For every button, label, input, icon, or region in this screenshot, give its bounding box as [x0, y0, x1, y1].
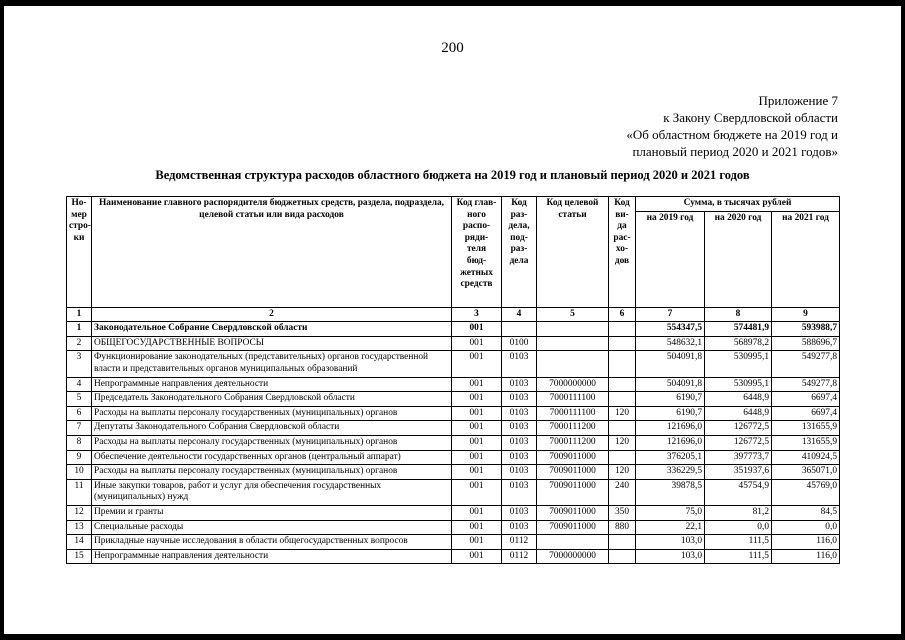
header-target-code: Код целевой статьи	[537, 197, 609, 308]
row-number: 2	[67, 336, 92, 351]
row-type-code	[609, 377, 636, 392]
row-amount-2019: 22,1	[636, 520, 705, 535]
row-section-code: 0112	[502, 549, 537, 564]
row-number: 12	[67, 505, 92, 520]
table-row	[67, 505, 840, 520]
row-type-code	[609, 535, 636, 550]
row-admin-code: 001	[452, 421, 502, 436]
header-admin-code: Код глав- ного распо- ряди- теля бюд- жетных средств	[452, 197, 502, 308]
row-amount-2020: 6448,9	[705, 406, 772, 421]
table-row	[67, 549, 840, 564]
column-number-row	[67, 307, 840, 322]
row-name: ОБЩЕГОСУДАРСТВЕННЫЕ ВОПРОСЫ	[92, 336, 452, 351]
row-admin-code: 001	[452, 549, 502, 564]
row-amount-2020: 530995,1	[705, 351, 772, 377]
row-type-code: 880	[609, 520, 636, 535]
appendix-line-1: Приложение 7	[758, 93, 838, 108]
row-number: 5	[67, 392, 92, 407]
row-amount-2020: 45754,9	[705, 479, 772, 505]
row-name: Непрограммные направления деятельности	[92, 377, 452, 392]
row-name: Расходы на выплаты персоналу государственных (муниципальных) органов	[92, 435, 452, 450]
row-target-code: 7000111200	[537, 421, 609, 436]
table-row	[67, 435, 840, 450]
row-amount-2019: 554347,5	[636, 322, 705, 337]
row-section-code: 0103	[502, 435, 537, 450]
row-section-code: 0100	[502, 336, 537, 351]
row-target-code: 7000111200	[537, 435, 609, 450]
row-number: 3	[67, 351, 92, 377]
row-target-code: 7009011000	[537, 450, 609, 465]
column-number: 6	[609, 307, 636, 322]
row-section-code: 0103	[502, 505, 537, 520]
table-row	[67, 421, 840, 436]
row-target-code: 7009011000	[537, 465, 609, 480]
table-row	[67, 336, 840, 351]
column-number: 2	[92, 307, 452, 322]
row-admin-code: 001	[452, 479, 502, 505]
row-amount-2021: 588696,7	[772, 336, 840, 351]
header-name: Наименование главного распорядителя бюджетных средств, раздела, подраздела, целевой статьи или вида расходов	[92, 197, 452, 308]
table-row	[67, 406, 840, 421]
row-amount-2021: 131655,9	[772, 421, 840, 436]
row-name: Расходы на выплаты персоналу государственных (муниципальных) органов	[92, 465, 452, 480]
row-number: 9	[67, 450, 92, 465]
row-name: Обеспечение деятельности государственных органов (центральный аппарат)	[92, 450, 452, 465]
row-section-code: 0103	[502, 377, 537, 392]
row-admin-code: 001	[452, 392, 502, 407]
row-type-code: 120	[609, 465, 636, 480]
column-number: 9	[772, 307, 840, 322]
row-section-code: 0103	[502, 520, 537, 535]
appendix-line-4: плановый период 2020 и 2021 годов»	[632, 144, 838, 159]
row-amount-2019: 75,0	[636, 505, 705, 520]
row-amount-2020: 397773,7	[705, 450, 772, 465]
row-amount-2019: 504091,8	[636, 377, 705, 392]
row-amount-2019: 548632,1	[636, 336, 705, 351]
row-name: Непрограммные направления деятельности	[92, 549, 452, 564]
row-section-code: 0103	[502, 465, 537, 480]
row-number: 14	[67, 535, 92, 550]
row-amount-2020: 351937,6	[705, 465, 772, 480]
row-amount-2020: 6448,9	[705, 392, 772, 407]
row-type-code: 120	[609, 435, 636, 450]
row-amount-2021: 116,0	[772, 549, 840, 564]
row-admin-code: 001	[452, 406, 502, 421]
row-amount-2019: 504091,8	[636, 351, 705, 377]
row-number: 11	[67, 479, 92, 505]
row-type-code	[609, 322, 636, 337]
row-amount-2021: 131655,9	[772, 435, 840, 450]
column-number: 7	[636, 307, 705, 322]
scan-border-left	[0, 0, 4, 640]
page-number: 200	[441, 40, 464, 56]
table-row	[67, 465, 840, 480]
row-target-code: 7000111100	[537, 406, 609, 421]
row-name: Депутаты Законодательного Собрания Свердловской области	[92, 421, 452, 436]
row-amount-2019: 336229,5	[636, 465, 705, 480]
row-name: Функционирование законодательных (представительных) органов государственной власти и представительных органов муниципальных образований	[92, 351, 452, 377]
header-row-1	[67, 197, 840, 212]
header-2019: на 2019 год	[636, 211, 705, 307]
row-number: 1	[67, 322, 92, 337]
row-amount-2019: 6190,7	[636, 406, 705, 421]
row-name: Председатель Законодательного Собрания Свердловской области	[92, 392, 452, 407]
table-row	[67, 351, 840, 377]
appendix-note	[626, 92, 838, 160]
row-amount-2021: 6697,4	[772, 406, 840, 421]
row-type-code	[609, 392, 636, 407]
row-type-code: 240	[609, 479, 636, 505]
row-admin-code: 001	[452, 322, 502, 337]
table-row	[67, 450, 840, 465]
row-target-code: 7000000000	[537, 377, 609, 392]
row-name: Премии и гранты	[92, 505, 452, 520]
row-amount-2021: 45769,0	[772, 479, 840, 505]
row-admin-code: 001	[452, 351, 502, 377]
row-admin-code: 001	[452, 535, 502, 550]
row-target-code	[537, 535, 609, 550]
column-number: 8	[705, 307, 772, 322]
row-admin-code: 001	[452, 336, 502, 351]
row-amount-2019: 121696,0	[636, 435, 705, 450]
row-name: Прикладные научные исследования в области общегосударственных вопросов	[92, 535, 452, 550]
row-number: 4	[67, 377, 92, 392]
budget-table-body	[67, 322, 840, 564]
row-section-code: 0103	[502, 406, 537, 421]
row-name: Расходы на выплаты персоналу государственных (муниципальных) органов	[92, 406, 452, 421]
row-amount-2020: 126772,5	[705, 435, 772, 450]
table-row	[67, 479, 840, 505]
row-section-code: 0103	[502, 392, 537, 407]
row-section-code: 0103	[502, 479, 537, 505]
row-name: Законодательное Собрание Свердловской области	[92, 322, 452, 337]
row-amount-2021: 549277,8	[772, 377, 840, 392]
row-amount-2020: 0,0	[705, 520, 772, 535]
row-amount-2021: 549277,8	[772, 351, 840, 377]
row-name: Иные закупки товаров, работ и услуг для обеспечения государственных (муниципальных) нужд	[92, 479, 452, 505]
row-amount-2020: 568978,2	[705, 336, 772, 351]
header-sum-group: Сумма, в тысячах рублей	[636, 197, 840, 212]
document-title: Ведомственная структура расходов областного бюджета на 2019 год и плановый период 2020 и 2021 годов	[155, 168, 750, 182]
row-target-code: 7000000000	[537, 549, 609, 564]
header-2021: на 2021 год	[772, 211, 840, 307]
row-amount-2021: 410924,5	[772, 450, 840, 465]
row-amount-2020: 81,2	[705, 505, 772, 520]
row-amount-2019: 6190,7	[636, 392, 705, 407]
row-section-code: 0112	[502, 535, 537, 550]
row-amount-2020: 574481,9	[705, 322, 772, 337]
table-row	[67, 322, 840, 337]
table-row	[67, 392, 840, 407]
row-amount-2020: 111,5	[705, 535, 772, 550]
row-number: 13	[67, 520, 92, 535]
row-number: 15	[67, 549, 92, 564]
row-type-code	[609, 421, 636, 436]
row-amount-2021: 0,0	[772, 520, 840, 535]
row-amount-2021: 593988,7	[772, 322, 840, 337]
row-target-code	[537, 322, 609, 337]
row-number: 7	[67, 421, 92, 436]
row-admin-code: 001	[452, 435, 502, 450]
row-target-code: 7009011000	[537, 520, 609, 535]
table-row	[67, 377, 840, 392]
row-type-code: 350	[609, 505, 636, 520]
table-row	[67, 520, 840, 535]
column-number: 4	[502, 307, 537, 322]
row-admin-code: 001	[452, 505, 502, 520]
column-number: 5	[537, 307, 609, 322]
row-type-code	[609, 549, 636, 564]
row-amount-2019: 103,0	[636, 535, 705, 550]
row-target-code: 7009011000	[537, 505, 609, 520]
appendix-line-2: к Закону Свердловской области	[663, 110, 838, 125]
row-admin-code: 001	[452, 520, 502, 535]
row-section-code: 0103	[502, 450, 537, 465]
row-amount-2020: 111,5	[705, 549, 772, 564]
row-number: 10	[67, 465, 92, 480]
row-number: 8	[67, 435, 92, 450]
scan-border-right	[901, 0, 905, 640]
row-amount-2019: 39878,5	[636, 479, 705, 505]
header-section-code: Код раз- дела, под- раз- дела	[502, 197, 537, 308]
row-type-code	[609, 351, 636, 377]
row-type-code	[609, 450, 636, 465]
row-amount-2021: 116,0	[772, 535, 840, 550]
row-admin-code: 001	[452, 450, 502, 465]
column-number: 1	[67, 307, 92, 322]
row-target-code: 7000111100	[537, 392, 609, 407]
row-admin-code: 001	[452, 377, 502, 392]
row-target-code: 7009011000	[537, 479, 609, 505]
row-amount-2019: 103,0	[636, 549, 705, 564]
row-type-code: 120	[609, 406, 636, 421]
header-num: Но- мер стро- ки	[67, 197, 92, 308]
column-number: 3	[452, 307, 502, 322]
row-target-code	[537, 336, 609, 351]
row-amount-2021: 365071,0	[772, 465, 840, 480]
header-2020: на 2020 год	[705, 211, 772, 307]
row-name: Специальные расходы	[92, 520, 452, 535]
row-amount-2019: 376205,1	[636, 450, 705, 465]
row-section-code: 0103	[502, 351, 537, 377]
table-row	[67, 535, 840, 550]
row-amount-2021: 84,5	[772, 505, 840, 520]
header-type-code: Код ви- да рас- хо- дов	[609, 197, 636, 308]
row-section-code	[502, 322, 537, 337]
row-type-code	[609, 336, 636, 351]
scan-border-top	[0, 0, 905, 6]
budget-table	[66, 196, 840, 564]
row-number: 6	[67, 406, 92, 421]
row-amount-2020: 126772,5	[705, 421, 772, 436]
row-amount-2020: 530995,1	[705, 377, 772, 392]
row-amount-2021: 6697,4	[772, 392, 840, 407]
row-target-code	[537, 351, 609, 377]
appendix-line-3: «Об областном бюджете на 2019 год и	[626, 127, 838, 142]
row-section-code: 0103	[502, 421, 537, 436]
row-admin-code: 001	[452, 465, 502, 480]
row-amount-2019: 121696,0	[636, 421, 705, 436]
scan-border-bottom	[0, 634, 905, 640]
